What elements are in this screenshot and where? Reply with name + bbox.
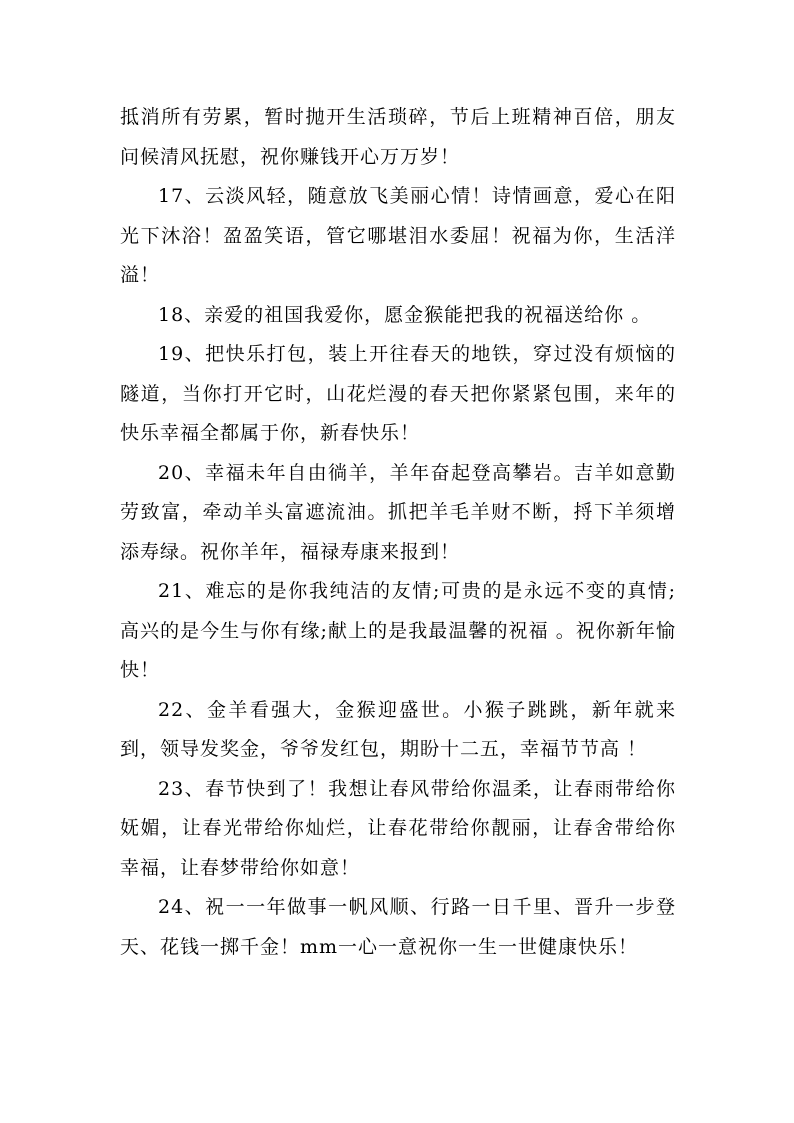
paragraph-item-20: 20、幸福未年自由徜羊，羊年奋起登高攀岩。吉羊如意勤劳致富，牵动羊头富遮流油。抓把羊毛羊财不断，捋下羊须增添寿绿。祝你羊年，福禄寿康来报到！ <box>120 461 676 563</box>
paragraph-item-19: 19、把快乐打包，装上开往春天的地铁，穿过没有烦恼的隧道，当你打开它时，山花烂漫的春天把你紧紧包围，来年的快乐幸福全都属于你，新春快乐！ <box>120 343 676 444</box>
paragraph-item-23: 23、春节快到了！我想让春风带给你温柔，让春雨带给你妩媚，让春光带给你灿烂，让春花带给你靓丽，让春舍带给你幸福，让春梦带给你如意！ <box>120 777 676 879</box>
paragraph-item-22: 22、金羊看强大，金猴迎盛世。小猴子跳跳，新年就来到，领导发奖金，爷爷发红包，期盼十二五，幸福节节高 ！ <box>120 698 676 760</box>
paragraph-item-24: 24、祝一一年做事一帆风顺、行路一日千里、晋升一步登天、花钱一掷千金！mm一心一意祝你一生一世健康快乐！ <box>120 896 676 958</box>
paragraph-continuation: 抵消所有劳累，暂时抛开生活琐碎，节后上班精神百倍，朋友问候清风抚慰，祝你赚钱开心万万岁！ <box>120 106 676 168</box>
paragraph-item-17: 17、云淡风轻，随意放飞美丽心情！诗情画意，爱心在阳光下沐浴！盈盈笑语，管它哪堪泪水委屈！祝福为你，生活洋溢！ <box>120 185 676 286</box>
paragraph-item-18: 18、亲爱的祖国我爱你，愿金猴能把我的祝福送给你 。 <box>158 303 652 326</box>
paragraph-item-21: 21、难忘的是你我纯洁的友情;可贵的是永远不变的真情;高兴的是今生与你有缘;献上的是我最温馨的祝福 。祝你新年愉快！ <box>120 580 676 681</box>
document-body <box>120 98 676 967</box>
